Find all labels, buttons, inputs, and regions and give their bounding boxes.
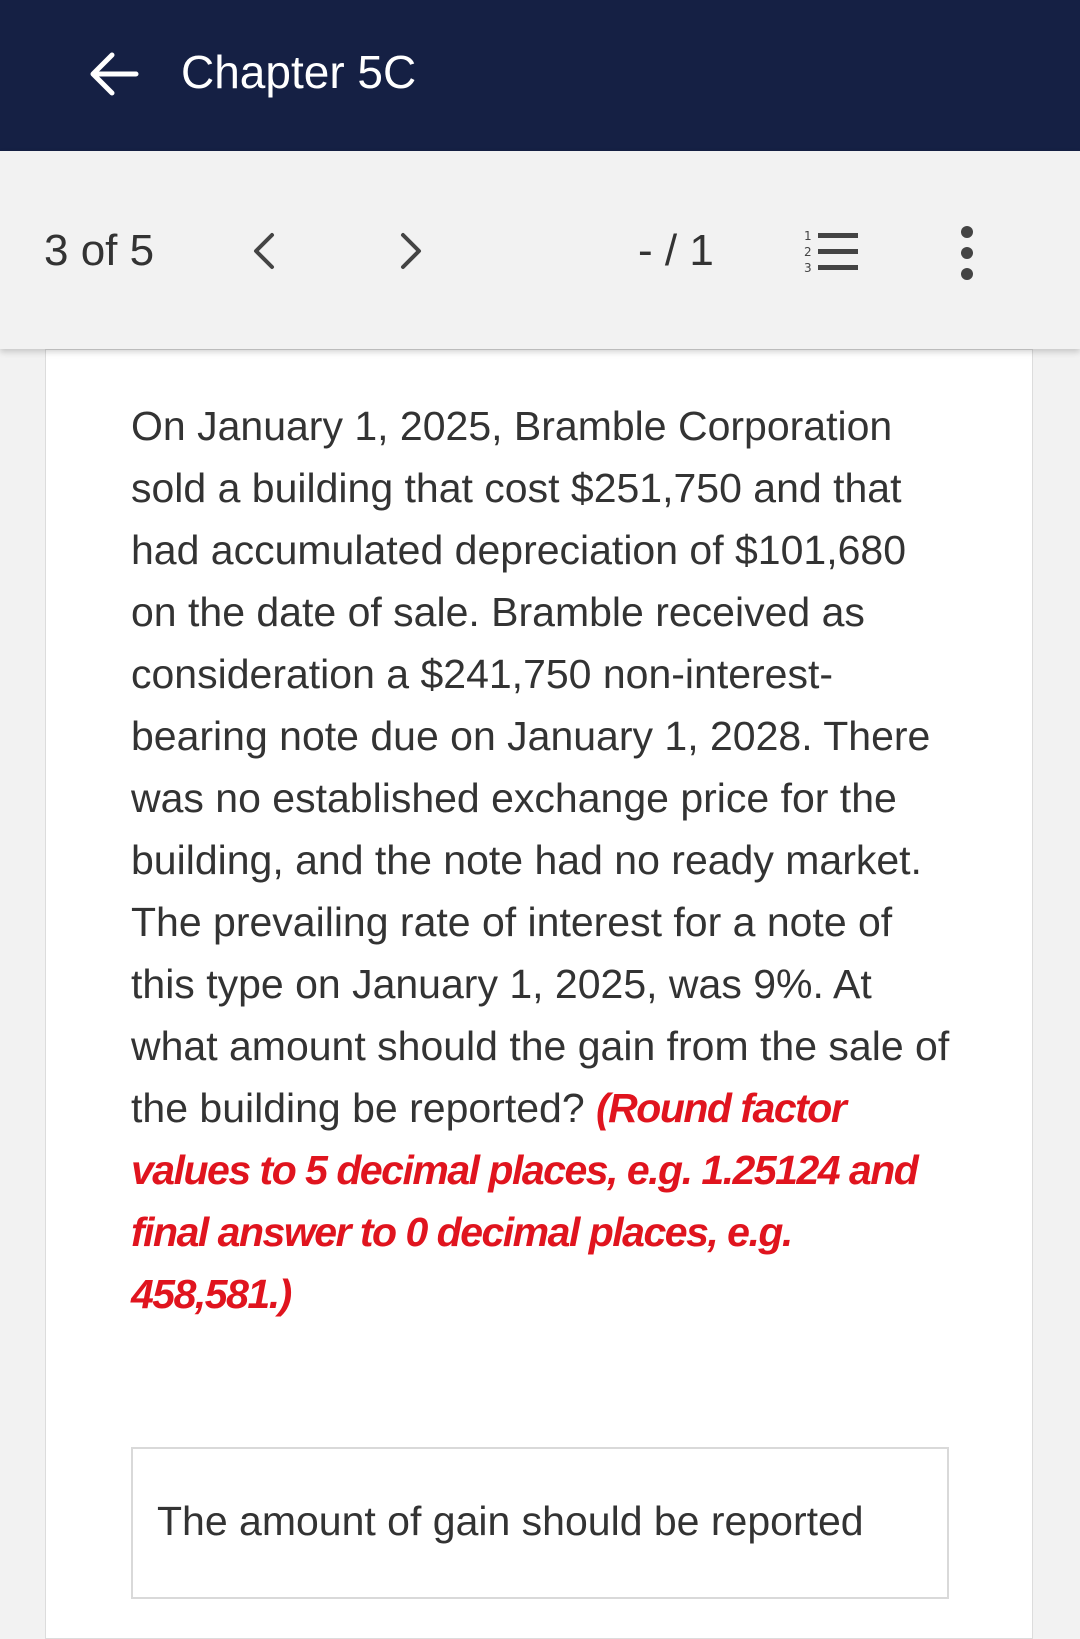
header-title: Chapter 5C [181, 46, 417, 98]
list-icon-digit-2: 2 [804, 245, 812, 259]
answer-label: The amount of gain should be reported [157, 1498, 864, 1544]
back-arrow-icon[interactable] [88, 50, 140, 98]
answer-box[interactable] [131, 1447, 949, 1599]
list-icon-digit-3: 3 [804, 261, 812, 275]
next-question-icon[interactable] [395, 231, 425, 271]
question-text [131, 395, 951, 1325]
question-counter: 3 of 5 [44, 226, 155, 275]
list-icon-digit-1: 1 [804, 229, 812, 243]
question-toolbar [0, 151, 1080, 349]
rounding-instruction: (Round factor values to 5 decimal places, e.g. 1.25124 and final answer to 0 decimal places, e.g. 458,581.) [131, 1085, 918, 1317]
previous-question-icon[interactable] [250, 231, 280, 271]
page-indicator: - / 1 [638, 226, 714, 275]
question-body: On January 1, 2025, Bramble Corporation sold a building that cost $251,750 and that had accumulated depreciation of $101,680 on the date of sale. Bramble received as consideration a $241,750 non-interest-bearing note due on January 1, 2028. There was no established exchange price for the building, and the note had no ready market. The prevailing rate of interest for a note of this type on January 1, 2025, was 9%. At what amount should the gain from the sale of the building be reported? [131, 403, 950, 1131]
more-options-icon[interactable] [952, 225, 982, 281]
numbered-list-icon[interactable] [802, 227, 860, 277]
app-header [0, 0, 1080, 151]
